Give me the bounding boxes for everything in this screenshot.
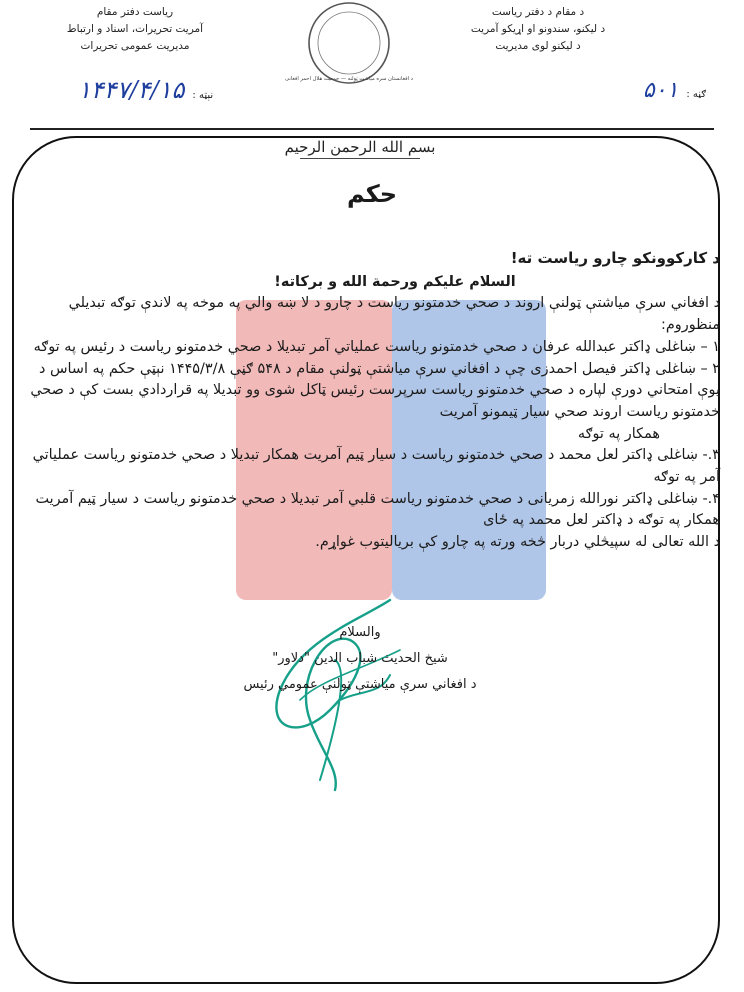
header-right-line-3: د لیکنو لوی مدیریت [495, 40, 581, 52]
intro-paragraph: د افغاني سرې میاشتې ټولنې اروند د صحي خدمتونو ریاست د چارو د لا ښه والي په موخه په لاندې توګه تبدیلي منظوروم: [68, 295, 720, 334]
header-right-line-2: د لیکنو، سندونو او اړیکو آمریت [470, 23, 606, 35]
header-left-line-3: مدیریت عمومی تحریرات [80, 40, 190, 52]
header-left-line-1: ریاست دفتر مقام [96, 6, 174, 18]
header-right-block [428, 4, 648, 55]
header-left-block [50, 4, 220, 55]
farewell: والسلام [339, 625, 381, 640]
closing-prayer: د الله تعالی له سپیڅلي دربار څخه ورته په چارو کې بریالیتوب غواړم. [315, 534, 720, 551]
letter-date [78, 76, 213, 104]
header-divider [30, 128, 714, 130]
red-crescent-logo [285, 0, 413, 86]
date-value: ۱۴۴۷/۴/۱۵ [78, 76, 185, 104]
order-item-2-continued: همکار په توګه [577, 425, 660, 442]
bismillah: بسم الله الرحمن الرحیم [260, 138, 460, 159]
order-item-3: ۳.- ښاغلی ډاکتر لعل محمد د صحي خدمتونو ریاست د سیار ټیم آمریت همکار تبدیلا د صحي خدمتونو ریاست عملیاتي آمر په توګه [32, 447, 720, 486]
order-item-4: ۴.- ښاغلی ډاکتر نورالله زمریانی د صحي خدمتونو ریاست قلبي آمر تبدیلا د صحي خدمتونو ریاست د سیار ټیم آمریت همکار په توګه د ډاکتر لعل محمد په ځای [35, 490, 720, 529]
signer-position: د افغاني سرې میاشتې ټولنې عمومي رئیس [243, 677, 477, 692]
document-body [30, 248, 720, 554]
number-value: ۵۰۱ [642, 78, 679, 103]
addressee: د کارکوونکو چارو ریاست ته! [510, 249, 720, 267]
logo-text: د افغانستان سره میاشت ټولنه — جمعیت هلال احمر افغانی [285, 76, 413, 82]
signer-name: شیخ الحدیث شباب الدین "دلاور" [272, 651, 448, 666]
order-item-2: ۲ – ښاغلی ډاکتر فیصل احمدزی چې د افغاني سرې میاشتې ټولنې مقام د ۵۴۸ ګڼې ۱۴۴۵/۳/۸ نېټې حکم په اساس د یوې امتحاني دورې لپاره د صحي خدمتونو ریاست سرپرست رئیس ټاکل شوی وو تبدیلا په قراردادي بست کې د صحي خدمتونو ریاست اروند صحي سیار ټیمونو آمریت [30, 360, 720, 420]
number-label: ګڼه : [686, 89, 706, 100]
salutation: السلام علیکم ورحمة الله و برکاته! [274, 273, 516, 290]
letter-number [643, 78, 706, 103]
header-left-line-2: آمریت تحریرات، اسناد و ارتباط [66, 23, 204, 35]
closing-block [200, 620, 520, 698]
order-item-1: ۱ – ښاغلی ډاکتر عبدالله عرفان د صحي خدمتونو ریاست عملیاتي آمر تبدیلا د صحي خدمتونو ریاست د رئیس په توګه [33, 338, 720, 355]
header-right-line-1: د مقام د دفتر ریاست [491, 6, 585, 18]
date-label: نېټه : [192, 90, 214, 101]
document-title: حکم [346, 180, 398, 208]
